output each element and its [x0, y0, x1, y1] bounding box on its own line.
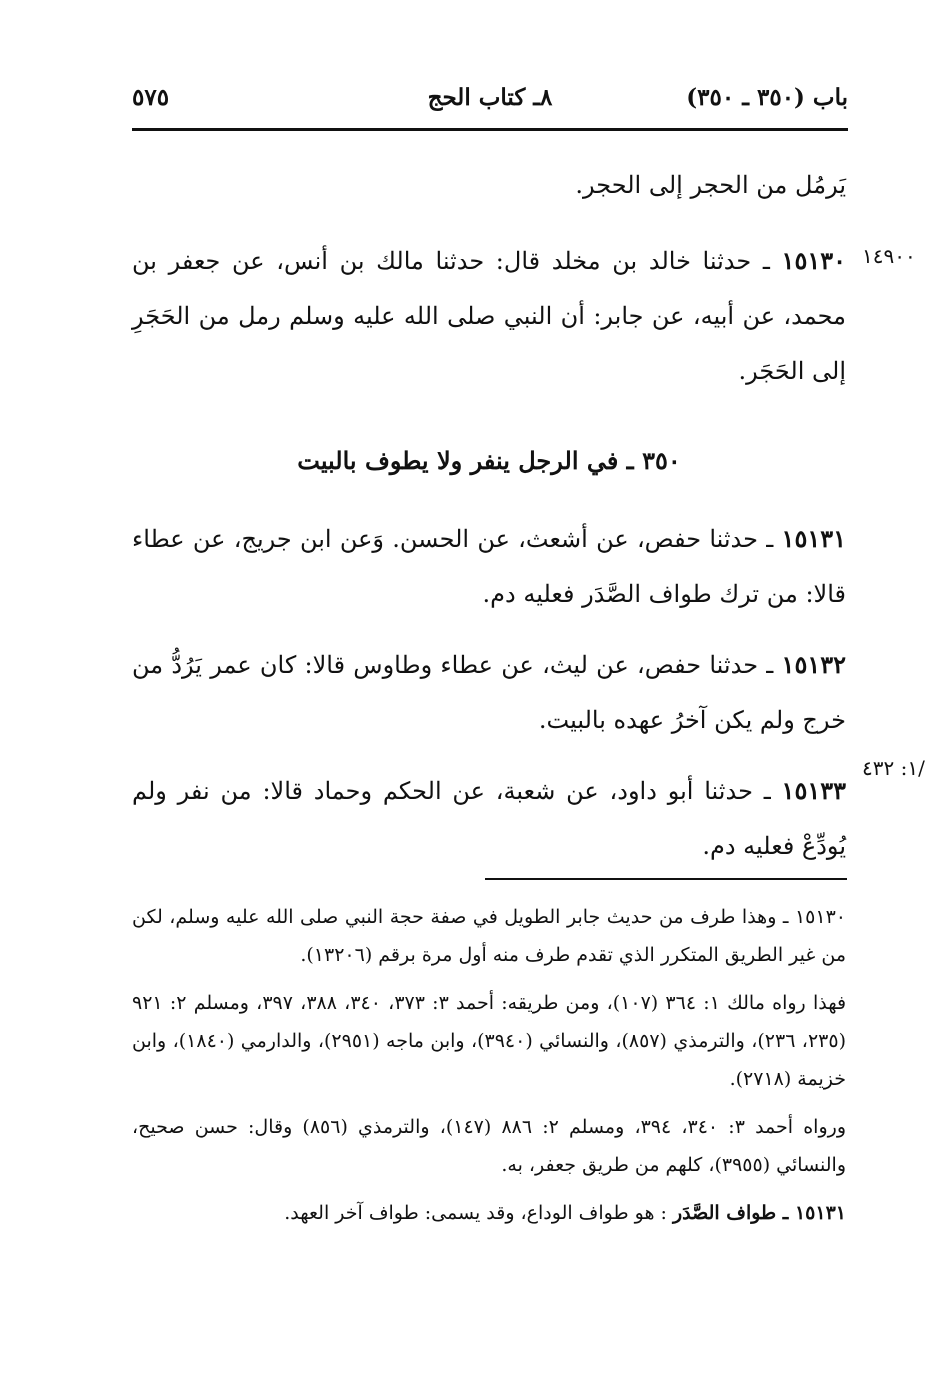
hadith-15133 — [132, 763, 846, 874]
footnote-rule — [485, 878, 847, 880]
book-title: ٨ـ كتاب الحج — [427, 84, 553, 111]
footnote-15130: ١٥١٣٠ ـ وهذا طرف من حديث جابر الطويل في صفة حجة النبي صلى الله عليه وسلم، لكن من غير الطريق المتكرر الذي تقدم طرف منه أول مرة برقم (١٣٢٠٦). — [132, 906, 846, 966]
footnote-15131 — [132, 1194, 846, 1232]
intro-line: يَرمُل من الحجر إلى الحجر. — [575, 171, 846, 199]
footnote-definition: : هو طواف الوداع، وقد يسمى: طواف آخر العهد. — [284, 1202, 667, 1224]
footnote-takhrij-1: فهذا رواه مالك ١: ٣٦٤ (١٠٧)، ومن طريقه: أحمد ٣: ٣٧٣، ٣٤٠، ٣٨٨، ٣٩٧، ومسلم ٢: ٩٢١ (٢٣٥، ٢٣٦)، والترمذي (٨٥٧)، والنسائي (٣٩٤٠)، وابن ماجه (٢٩٥١)، والدارمي (١٨٤٠)، وابن خزيمة (٢٧١٨). — [132, 992, 847, 1090]
header-rule — [132, 128, 848, 131]
hadith-15131 — [132, 511, 846, 622]
running-header — [132, 80, 848, 124]
hadith-text: ـ حدثنا أبو داود، عن شعبة، عن الحكم وحماد قالا: من نفر ولم يُودِّعْ فعليه دم. — [132, 777, 846, 860]
footnote-term: ١٥١٣١ ـ طواف الصَّدَر — [672, 1202, 846, 1224]
hadith-15132 — [132, 637, 846, 748]
main-text — [132, 158, 846, 874]
footnote-takhrij-2: ورواه أحمد ٣: ٣٤٠، ٣٩٤، ومسلم ٢: ٨٨٦ (١٤٧)، والترمذي (٨٥٦) وقال: حسن صحيح، والنسائي (٣٩٥٥)، كلهم من طريق جعفر، به. — [132, 1116, 846, 1176]
hadith-number: ١٥١٣١ — [781, 524, 846, 553]
margin-reference: ١٤٩٠٠ — [862, 244, 916, 268]
hadith-number: ١٥١٣٠ — [781, 246, 846, 275]
page-number: ٥٧٥ — [132, 84, 170, 111]
hadith-15130 — [132, 233, 846, 399]
hadith-text: ـ حدثنا حفص، عن أشعث، عن الحسن. وَعن ابن جريج، عن عطاء قالا: من ترك طواف الصَّدَر فعليه دم. — [132, 525, 846, 608]
footnotes — [132, 898, 846, 1242]
hadith-text: ـ حدثنا حفص، عن ليث، عن عطاء وطاوس قالا: كان عمر يَرُدُّ من خرج ولم يكن آخرُ عهده بالبيت. — [132, 651, 846, 734]
margin-reference: /١: ٤٣٢ — [862, 756, 925, 780]
chapter-range: باب (٣٥٠ ـ ٣٥٠) — [686, 84, 848, 111]
hadith-number: ١٥١٣٢ — [781, 650, 846, 679]
section-heading: ٣٥٠ ـ في الرجل ينفر ولا يطوف بالبيت — [297, 446, 681, 475]
hadith-number: ١٥١٣٣ — [781, 776, 846, 805]
hadith-text: ـ حدثنا خالد بن مخلد قال: حدثنا مالك بن أنس، عن جعفر بن محمد، عن أبيه، عن جابر: أن النبي صلى الله عليه وسلم رمل من الحَجَرِ إلى الحَجَر. — [132, 247, 846, 385]
